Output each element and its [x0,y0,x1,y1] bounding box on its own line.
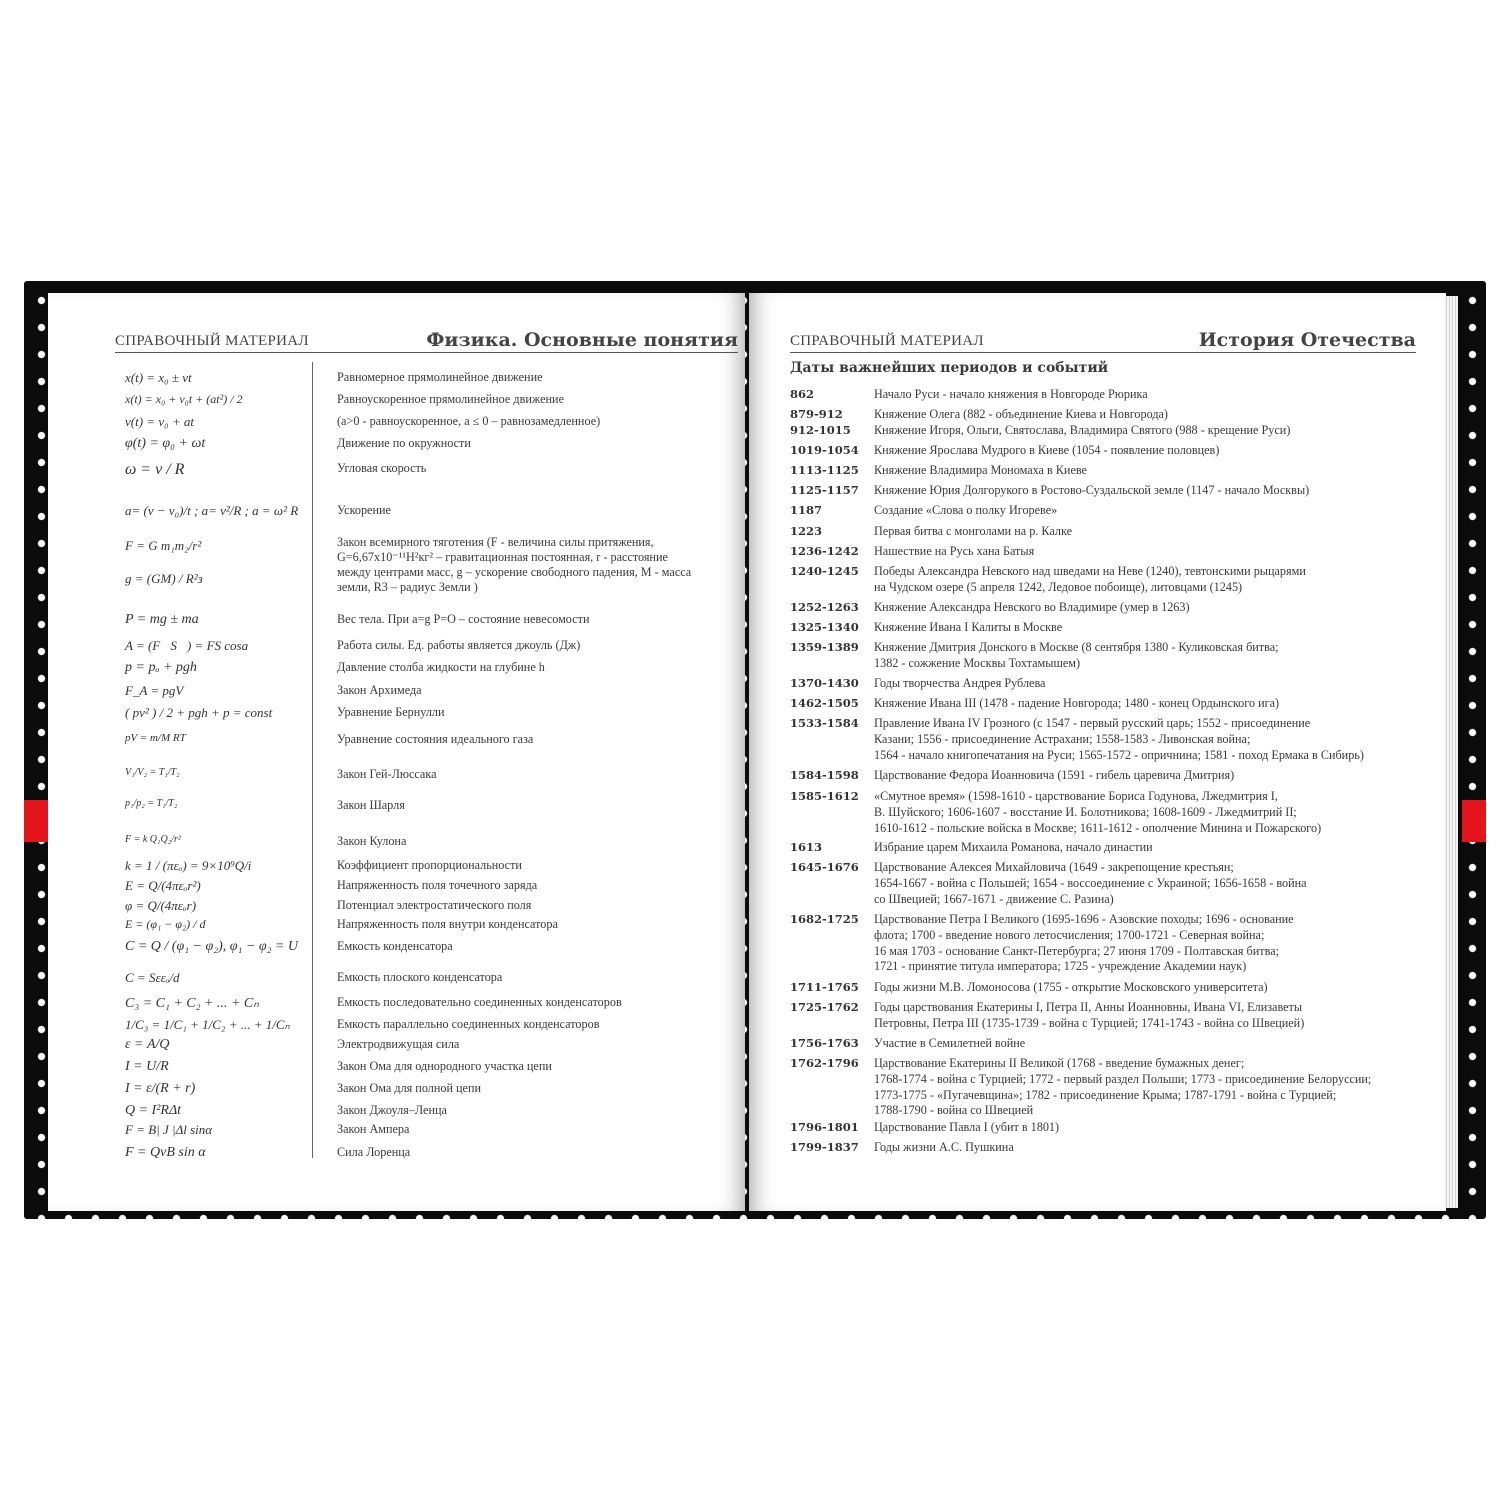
formula-description: Емкость конденсатора [337,939,453,953]
formula-description: Закон Шарля [337,798,405,812]
formula: x(t) = x₀ ± vt [125,370,192,385]
formula: ε = A/Q [125,1037,170,1052]
history-event: Княжение Ярослава Мудрого в Киеве (1054 - появление половцев) [874,443,1220,457]
formula-description: Закон Ампера [337,1122,410,1136]
formula: F = k Q₁Q₂/r² [125,834,181,845]
formula-description: Закон всемирного тяготения (F - величина силы притяжения, G=6,67x10⁻¹¹Н²кг² – гравитационная постоянная, r - расстояние между центрами масс, g – ускорение свободного падения, М - масса земли, R3 – радиус Земли ) [337,535,692,594]
formula-description: Равноускоренное прямолинейное движение [337,392,564,406]
formula-description: Движение по окружности [337,436,471,450]
history-date: 1125-1157 [790,483,859,497]
formula-description: Закон Кулона [337,834,407,848]
history-date: 1762-1796 [790,1056,859,1070]
history-event: Правление Ивана IV Грозного (с 1547 - первый русский царь; 1552 - присоединение Казани; 1556 - присоединение Астрахани; 1558-1583 - Ливонская война; 1564 - начало книгопечатания на Руси; 1565-1572 - опричнина; 1581 - поход Ермака в Сибирь) [874,716,1364,762]
left-header-title: Физика. Основные понятия [426,329,738,351]
left-header-small: СПРАВОЧНЫЙ МАТЕРИАЛ [115,333,309,349]
page-edges [1444,296,1458,1208]
formula-description: Коэффициент пропорциональности [337,858,522,872]
bookmark-ribbon-right [1462,800,1486,842]
formula: E = (φ₁ − φ₂) / d [125,917,206,931]
history-date: 1187 [790,503,823,517]
formula: p = pₒ + pgh [125,660,197,675]
history-event: Годы царствования Екатерины I, Петра II, Анны Иоанновны, Ивана VI, Елизаветы Петровны, Петра III (1735-1739 - война с Турцией; 1741-1743 - война со Швецией) [874,1000,1305,1030]
history-date: 1585-1612 [790,789,859,803]
history-event: Княжение Игоря, Ольги, Святослава, Владимира Святого (988 - крещение Руси) [874,423,1291,437]
history-date: 1236-1242 [790,544,859,558]
history-date: 1711-1765 [790,980,859,994]
formula-description: Напряженность поля внутри конденсатора [337,917,558,931]
history-event: Княжение Александра Невского во Владимире (умер в 1263) [874,600,1190,614]
history-event: Княжение Владимира Мономаха в Киеве [874,463,1087,477]
history-date: 1325-1340 [790,620,859,634]
formula-description: Угловая скорость [337,461,427,475]
formula: k = 1 / (πεₒ) = 9×10⁹Q/i [125,858,252,873]
formula-description: Ускорение [337,503,391,517]
formula: ( pv² ) / 2 + pgh + p = const [125,705,273,720]
history-event: Избрание царем Михаила Романова, начало династии [874,840,1153,854]
formula: E = Q/(4πεₒr²) [125,878,201,893]
history-event: Княжение Дмитрия Донского в Москве (8 сентября 1380 - Куликовская битва; 1382 - сожжение Москвы Тохтамышем) [874,640,1279,670]
formula: g = (GM) / R²з [125,571,203,586]
formula: F = B| J |Δl sinα [125,1122,213,1137]
formula: P = mg ± ma [125,612,199,627]
history-event: Начало Руси - начало княжения в Новгороде Рюрика [874,387,1148,401]
formula-description: Уравнение Бернулли [337,705,445,719]
history-event: Царствование Алексея Михайловича (1649 - закрепощение крестьян; 1654-1667 - война с Польшей; 1654 - воссоединение с Украиной; 1656-1658 - война со Швецией; 1667-1671 - движение С. Разина) [874,860,1307,906]
history-event: Участие в Семилетней войне [874,1036,1026,1050]
formula: C = Sεεₒ/d [125,970,180,985]
formula: p₁/p₂ = T₁/T₂ [125,798,178,809]
formula-description: Закон Джоуля–Ленца [337,1103,447,1117]
formula: φ = Q/(4πεₒr) [125,898,197,913]
history-event: Создание «Слова о полку Игореве» [874,503,1058,517]
history-date: 862 [790,387,815,401]
formula: V₁/V₂ = T₁/T₂ [125,767,180,778]
formula-description: Вес тела. При a=g P=O – состояние невесомости [337,612,590,626]
history-date: 1799-1837 [790,1140,859,1154]
formula-description: Закон Ома для однородного участка цепи [337,1059,552,1073]
history-event: «Смутное время» (1598-1610 - царствование Бориса Годунова, Лжедмитрия I, В. Шуйского; 1606-1607 - восстание И. Болотникова; 1608-1609 - Лжедмитрий II; 1610-1612 - польские войска в Москве; 1611-1612 - ополчение Минина и Пожарского) [874,789,1322,835]
history-date: 912-1015 [790,423,851,437]
formula-description: Напряженность поля точечного заряда [337,878,538,892]
formula-description: Емкость параллельно соединенных конденсаторов [337,1017,600,1031]
history-event: Победы Александра Невского над шведами на Неве (1240), тевтонскими рыцарями на Чудском озере (5 апреля 1242, Ледовое побоище), литовцами (1245) [874,564,1306,594]
history-date: 879-912 [790,407,843,421]
formula-description: Закон Архимеда [337,683,422,697]
formula: pV = m/M RT [125,732,186,744]
formula: I = U/R [125,1059,169,1074]
formula: φ(t) = φ₀ + ωt [125,436,206,451]
history-date: 1533-1584 [790,716,859,730]
history-event: Царствование Петра I Великого (1695-1696 - Азовские походы; 1696 - основание флота; 1700 - введение нового летосчисления; 1700-1721 - Северная война; 16 мая 1703 - основание Санкт-Петербурга; 27 июня 1709 - Полтавская битва; 1721 - принятие титула императора; 1725 - учреждение Академии наук) [874,912,1294,974]
bookmark-ribbon-left [24,800,48,842]
formula-description: Потенциал электростатического поля [337,898,532,912]
right-header-small: СПРАВОЧНЫЙ МАТЕРИАЛ [790,333,984,349]
history-date: 1462-1505 [790,696,859,710]
formula: I = ε/(R + r) [125,1081,196,1096]
formula: F = G m₁m₂/r² [125,538,202,553]
formula-description: Емкость последовательно соединенных конденсаторов [337,995,622,1009]
history-date: 1796-1801 [790,1120,859,1134]
history-event: Княжение Олега (882 - объединение Киева и Новгорода) [874,407,1168,421]
history-date: 1645-1676 [790,860,859,874]
history-date: 1019-1054 [790,443,859,457]
history-event: Нашествие на Русь хана Батыя [874,544,1035,558]
history-date: 1756-1763 [790,1036,859,1050]
formula-description: Уравнение состояния идеального газа [337,732,534,746]
history-date: 1113-1125 [790,463,859,477]
history-event: Царствование Екатерины II Великой (1768 - введение бумажных денег; 1768-1774 - война с Турцией; 1772 - первый раздел Польши; 1773 - присоединение Белоруссии; 1773-1775 - «Пугачевщина»; 1782 - присоединение Крыма; 1787-1791 - война с Турцией; 1788-1790 - война со Швецией [874,1056,1372,1118]
history-event: Первая битва с монголами на р. Калке [874,524,1073,538]
right-page-header [790,326,1416,353]
right-header-title: История Отечества [1198,329,1416,351]
history-date: 1370-1430 [790,676,859,690]
formula: Q = I²RΔt [125,1103,182,1118]
formula-description: Закон Гей-Люссака [337,767,437,781]
history-date: 1223 [790,524,823,538]
formula: x(t) = x₀ + v₀t + (at²) / 2 [125,392,243,406]
formula: C₃ = C₁ + C₂ + ... + Cₙ [125,996,259,1011]
formula: A = (F⃗S⃗) = FS cosa [125,638,249,653]
formula: C = Q / (φ₁ − φ₂), φ₁ − φ₂ = U [125,939,299,954]
formula-description: Равномерное прямолинейное движение [337,370,543,384]
history-event: Царствование Павла I (убит в 1801) [874,1120,1060,1134]
formula: F = QvB sin α [125,1145,206,1160]
formula: a= (v − v₀)/t ; a= v²/R ; a = ω² R [125,503,299,518]
history-date: 1359-1389 [790,640,859,654]
history-event: Годы творчества Андрея Рублева [874,676,1046,690]
history-date: 1584-1598 [790,768,859,782]
history-date: 1725-1762 [790,1000,859,1014]
formula-description: Сила Лоренца [337,1145,411,1159]
formula: ω = v / R [125,461,185,478]
formula-divider [312,362,313,1158]
formula: 1/C₃ = 1/C₁ + 1/C₂ + ... + 1/Cₙ [125,1017,290,1032]
history-event: Княжение Ивана III (1478 - падение Новгорода; 1480 - конец Ордынского ига) [874,696,1280,710]
left-page-header [115,326,738,353]
formula-description: Закон Ома для полной цепи [337,1081,481,1095]
formula-description: (a>0 - равноускоренное, a ≤ 0 – равнозамедленное) [337,414,601,428]
history-date: 1613 [790,840,823,854]
history-event: Годы жизни А.С. Пушкина [874,1140,1014,1154]
history-event: Княжение Ивана I Калиты в Москве [874,620,1063,634]
formula-description: Давление столба жидкости на глубине h [337,660,545,674]
history-event: Царствование Федора Иоанновича (1591 - гибель царевича Дмитрия) [874,768,1235,782]
formula-description: Емкость плоского конденсатора [337,970,503,984]
history-date: 1682-1725 [790,912,859,926]
formula: F_A = pgV [125,683,184,698]
history-date: 1240-1245 [790,564,859,578]
history-event: Годы жизни М.В. Ломоносова (1755 - открытие Московского университета) [874,980,1268,994]
history-date: 1252-1263 [790,600,859,614]
formula-description: Работа силы. Ед. работы является джоуль (Дж) [337,638,581,652]
history-event: Княжение Юрия Долгорукого в Ростово-Суздальской земле (1147 - начало Москвы) [874,483,1310,497]
history-subtitle: Даты важнейших периодов и событий [790,360,1109,376]
formula-description: Электродвижущая сила [337,1037,460,1051]
formula: v(t) = v₀ + at [125,414,194,429]
